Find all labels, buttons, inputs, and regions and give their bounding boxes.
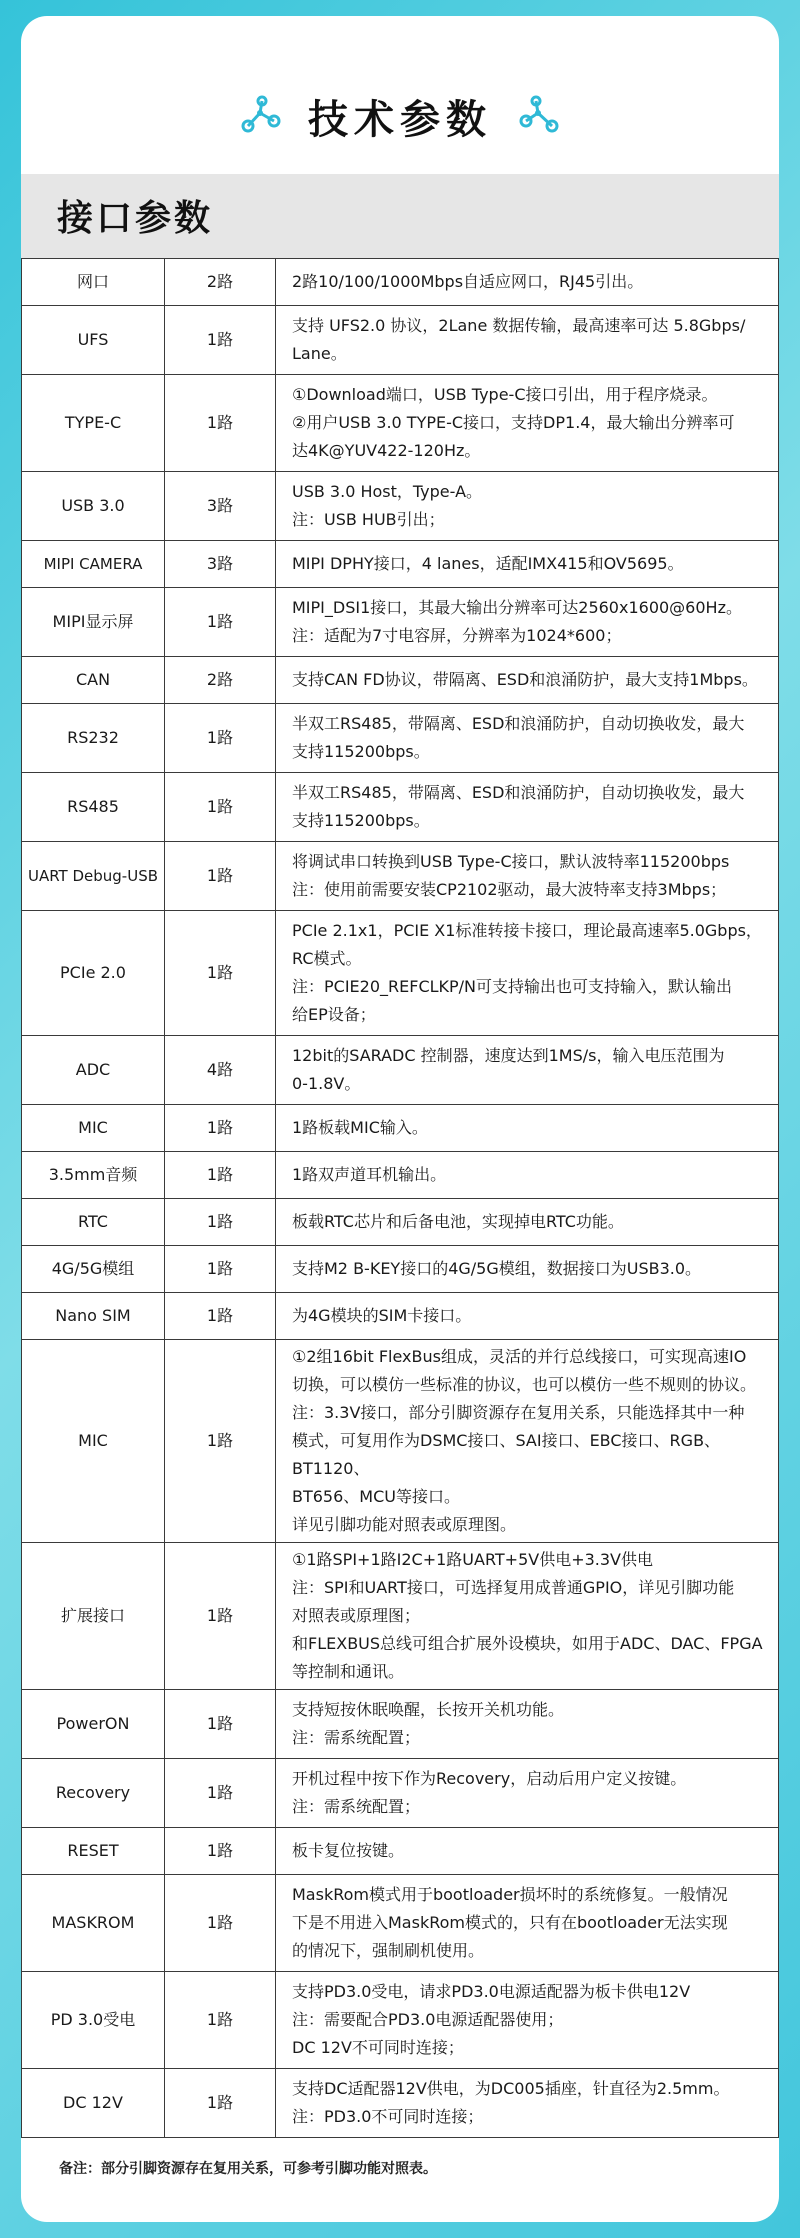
interface-name-cell: PCIe 2.0 xyxy=(22,911,165,1036)
interface-name-cell: USB 3.0 xyxy=(22,472,165,541)
description-line: 板载RTC芯片和后备电池，实现掉电RTC功能。 xyxy=(292,1212,624,1231)
description-line: RC模式。 xyxy=(292,949,362,968)
interface-description-cell xyxy=(276,2069,779,2138)
interface-name-cell: MIPI CAMERA xyxy=(22,541,165,588)
spec-card xyxy=(21,16,779,2222)
description-line: Lane。 xyxy=(292,344,347,363)
description-line: 注：PD3.0不可同时连接； xyxy=(292,2107,484,2126)
interface-count-cell: 1路 xyxy=(165,1828,276,1875)
interface-name-cell: MIPI显示屏 xyxy=(22,588,165,657)
description-line: DC 12V不可同时连接； xyxy=(292,2038,464,2057)
footnote: 备注：部分引脚资源存在复用关系，可参考引脚功能对照表。 xyxy=(59,2161,437,2177)
table-row xyxy=(22,541,779,588)
interface-count-cell: 1路 xyxy=(165,1875,276,1972)
interface-count-cell: 1路 xyxy=(165,1152,276,1199)
network-node-icon xyxy=(516,93,562,139)
interface-name-cell: 扩展接口 xyxy=(22,1543,165,1690)
interface-description-cell xyxy=(276,1199,779,1246)
description-line: 1路双声道耳机输出。 xyxy=(292,1165,447,1184)
interface-description-cell xyxy=(276,1759,779,1828)
interface-count-cell: 3路 xyxy=(165,541,276,588)
description-line: 支持M2 B-KEY接口的4G/5G模组，数据接口为USB3.0。 xyxy=(292,1259,702,1278)
interface-name-cell: ADC xyxy=(22,1036,165,1105)
description-line: ①2组16bit FlexBus组成，灵活的并行总线接口，可实现高速IO xyxy=(292,1347,747,1366)
description-line: 下是不用进入MaskRom模式的，只有在bootloader无法实现 xyxy=(292,1913,728,1932)
interface-name-cell: 3.5mm音频 xyxy=(22,1152,165,1199)
interface-count-cell: 3路 xyxy=(165,472,276,541)
description-line: 支持DC适配器12V供电，为DC005插座，针直径为2.5mm。 xyxy=(292,2079,730,2098)
table-row xyxy=(22,1690,779,1759)
table-row xyxy=(22,704,779,773)
interface-count-cell: 1路 xyxy=(165,773,276,842)
interface-description-cell xyxy=(276,1293,779,1340)
interface-count-cell: 1路 xyxy=(165,1690,276,1759)
description-line: 半双工RS485，带隔离、ESD和浪涌防护，自动切换收发，最大 xyxy=(292,714,745,733)
interface-description-cell xyxy=(276,259,779,306)
interface-name-cell: MIC xyxy=(22,1105,165,1152)
table-row xyxy=(22,375,779,472)
interface-count-cell: 2路 xyxy=(165,657,276,704)
interface-name-cell: UFS xyxy=(22,306,165,375)
description-line: 注：PCIE20_REFCLKP/N可支持输出也可支持输入，默认输出 xyxy=(292,977,733,996)
interface-description-cell xyxy=(276,588,779,657)
interface-name-cell: MIC xyxy=(22,1340,165,1543)
table-row xyxy=(22,773,779,842)
network-node-icon xyxy=(238,93,284,139)
description-line: 2路10/100/1000Mbps自适应网口，RJ45引出。 xyxy=(292,272,644,291)
interface-name-cell: CAN xyxy=(22,657,165,704)
interface-description-cell xyxy=(276,1972,779,2069)
description-line: PCIe 2.1x1，PCIE X1标准转接卡接口，理论最高速率5.0Gbps， xyxy=(292,921,762,940)
interface-count-cell: 2路 xyxy=(165,259,276,306)
description-line: 对照表或原理图； xyxy=(292,1606,421,1625)
description-line: MIPI DPHY接口，4 lanes，适配IMX415和OV5695。 xyxy=(292,554,684,573)
description-line: BT656、MCU等接口。 xyxy=(292,1487,460,1506)
interface-description-cell xyxy=(276,842,779,911)
interface-description-cell xyxy=(276,1152,779,1199)
description-line: 注：3.3V接口，部分引脚资源存在复用关系，只能选择其中一种 xyxy=(292,1403,745,1422)
interface-description-cell xyxy=(276,1246,779,1293)
title-bar xyxy=(21,86,779,146)
interface-count-cell: 1路 xyxy=(165,375,276,472)
description-line: ②用户USB 3.0 TYPE-C接口，支持DP1.4，最大输出分辨率可 xyxy=(292,413,735,432)
description-line: MaskRom模式用于bootloader损坏时的系统修复。一般情况 xyxy=(292,1885,728,1904)
table-row xyxy=(22,1875,779,1972)
interface-count-cell: 1路 xyxy=(165,1105,276,1152)
interface-count-cell: 1路 xyxy=(165,1340,276,1543)
interface-name-cell: Nano SIM xyxy=(22,1293,165,1340)
description-line: USB 3.0 Host，Type-A。 xyxy=(292,482,483,501)
interface-description-cell xyxy=(276,1690,779,1759)
interface-description-cell xyxy=(276,657,779,704)
description-line: 0-1.8V。 xyxy=(292,1074,361,1093)
description-line: 支持115200bps。 xyxy=(292,742,430,761)
table-row xyxy=(22,588,779,657)
interface-name-cell: RS232 xyxy=(22,704,165,773)
interface-name-cell: RS485 xyxy=(22,773,165,842)
interface-count-cell: 1路 xyxy=(165,1246,276,1293)
description-line: 支持PD3.0受电，请求PD3.0电源适配器为板卡供电12V xyxy=(292,1982,691,2001)
description-line: 支持CAN FD协议，带隔离、ESD和浪涌防护，最大支持1Mbps。 xyxy=(292,670,758,689)
interface-name-cell: 网口 xyxy=(22,259,165,306)
interface-description-cell xyxy=(276,1875,779,1972)
interface-description-cell xyxy=(276,1543,779,1690)
interface-params-table xyxy=(21,258,779,2138)
interface-count-cell: 4路 xyxy=(165,1036,276,1105)
description-line: 板卡复位按键。 xyxy=(292,1841,405,1860)
description-line: ①Download端口，USB Type-C接口引出，用于程序烧录。 xyxy=(292,385,718,404)
interface-name-cell: TYPE-C xyxy=(22,375,165,472)
interface-description-cell xyxy=(276,375,779,472)
interface-description-cell xyxy=(276,911,779,1036)
interface-description-cell xyxy=(276,306,779,375)
description-line: 注：使用前需要安装CP2102驱动，最大波特率支持3Mbps； xyxy=(292,880,727,899)
description-line: 为4G模块的SIM卡接口。 xyxy=(292,1306,472,1325)
interface-count-cell: 1路 xyxy=(165,704,276,773)
interface-name-cell: UART Debug-USB xyxy=(22,842,165,911)
description-line: 和FLEXBUS总线可组合扩展外设模块，如用于ADC、DAC、FPGA xyxy=(292,1634,763,1653)
interface-name-cell: PD 3.0受电 xyxy=(22,1972,165,2069)
interface-description-cell xyxy=(276,773,779,842)
description-line: 1路板载MIC输入。 xyxy=(292,1118,428,1137)
description-line: 注：SPI和UART接口，可选择复用成普通GPIO，详见引脚功能 xyxy=(292,1578,735,1597)
table-row xyxy=(22,1152,779,1199)
interface-count-cell: 1路 xyxy=(165,1199,276,1246)
description-line: 等控制和通讯。 xyxy=(292,1662,405,1681)
description-line: 注：需系统配置； xyxy=(292,1728,421,1747)
description-line: 注：需系统配置； xyxy=(292,1797,421,1816)
interface-name-cell: PowerON xyxy=(22,1690,165,1759)
description-line: 注：适配为7寸电容屏，分辨率为1024*600； xyxy=(292,626,622,645)
interface-name-cell: Recovery xyxy=(22,1759,165,1828)
page-title: 技术参数 xyxy=(308,96,492,143)
table-row xyxy=(22,2069,779,2138)
interface-count-cell: 1路 xyxy=(165,306,276,375)
section-header xyxy=(21,174,779,258)
interface-description-cell xyxy=(276,1340,779,1543)
table-row xyxy=(22,1199,779,1246)
description-line: 支持115200bps。 xyxy=(292,811,430,830)
description-line: 达4K@YUV422-120Hz。 xyxy=(292,441,481,460)
description-line: ①1路SPI+1路I2C+1路UART+5V供电+3.3V供电 xyxy=(292,1550,654,1569)
interface-description-cell xyxy=(276,1828,779,1875)
interface-count-cell: 1路 xyxy=(165,1759,276,1828)
table-row xyxy=(22,306,779,375)
table-row xyxy=(22,1340,779,1543)
table-row xyxy=(22,1293,779,1340)
description-line: 12bit的SARADC 控制器，速度达到1MS/s，输入电压范围为 xyxy=(292,1046,725,1065)
table-row xyxy=(22,1036,779,1105)
interface-count-cell: 1路 xyxy=(165,588,276,657)
description-line: 模式，可复用作为DSMC接口、SAI接口、EBC接口、RGB、BT1120、 xyxy=(292,1431,721,1478)
description-line: 半双工RS485，带隔离、ESD和浪涌防护，自动切换收发，最大 xyxy=(292,783,745,802)
description-line: 切换，可以模仿一些标准的协议，也可以模仿一些不规则的协议。 xyxy=(292,1375,757,1394)
interface-description-cell xyxy=(276,1036,779,1105)
description-line: 支持短按休眠唤醒，长按开关机功能。 xyxy=(292,1700,565,1719)
table-row xyxy=(22,259,779,306)
interface-name-cell: RESET xyxy=(22,1828,165,1875)
table-row xyxy=(22,911,779,1036)
interface-name-cell: MASKROM xyxy=(22,1875,165,1972)
table-row xyxy=(22,1543,779,1690)
table-row xyxy=(22,472,779,541)
description-line: MIPI_DSI1接口，其最大输出分辨率可达2560x1600@60Hz。 xyxy=(292,598,742,617)
interface-name-cell: RTC xyxy=(22,1199,165,1246)
table-row xyxy=(22,1246,779,1293)
table-row xyxy=(22,842,779,911)
table-row xyxy=(22,1105,779,1152)
table-row xyxy=(22,1759,779,1828)
interface-count-cell: 1路 xyxy=(165,1972,276,2069)
table-row xyxy=(22,657,779,704)
table-row xyxy=(22,1972,779,2069)
description-line: 注：需要配合PD3.0电源适配器使用； xyxy=(292,2010,564,2029)
description-line: 开机过程中按下作为Recovery，启动后用户定义按键。 xyxy=(292,1769,687,1788)
section-title: 接口参数 xyxy=(57,198,214,239)
description-line: 注：USB HUB引出； xyxy=(292,510,445,529)
description-line: 详见引脚功能对照表或原理图。 xyxy=(292,1515,517,1534)
interface-count-cell: 1路 xyxy=(165,842,276,911)
interface-count-cell: 1路 xyxy=(165,1543,276,1690)
interface-description-cell xyxy=(276,472,779,541)
description-line: 将调试串口转换到USB Type-C接口，默认波特率115200bps xyxy=(292,852,730,871)
table-row xyxy=(22,1828,779,1875)
interface-name-cell: DC 12V xyxy=(22,2069,165,2138)
interface-count-cell: 1路 xyxy=(165,911,276,1036)
interface-count-cell: 1路 xyxy=(165,1293,276,1340)
description-line: 给EP设备； xyxy=(292,1005,376,1024)
description-line: 的情况下，强制刷机使用。 xyxy=(292,1941,485,1960)
interface-name-cell: 4G/5G模组 xyxy=(22,1246,165,1293)
interface-count-cell: 1路 xyxy=(165,2069,276,2138)
interface-description-cell xyxy=(276,1105,779,1152)
interface-description-cell xyxy=(276,704,779,773)
description-line: 支持 UFS2.0 协议，2Lane 数据传输，最高速率可达 5.8Gbps/ xyxy=(292,316,746,335)
interface-description-cell xyxy=(276,541,779,588)
